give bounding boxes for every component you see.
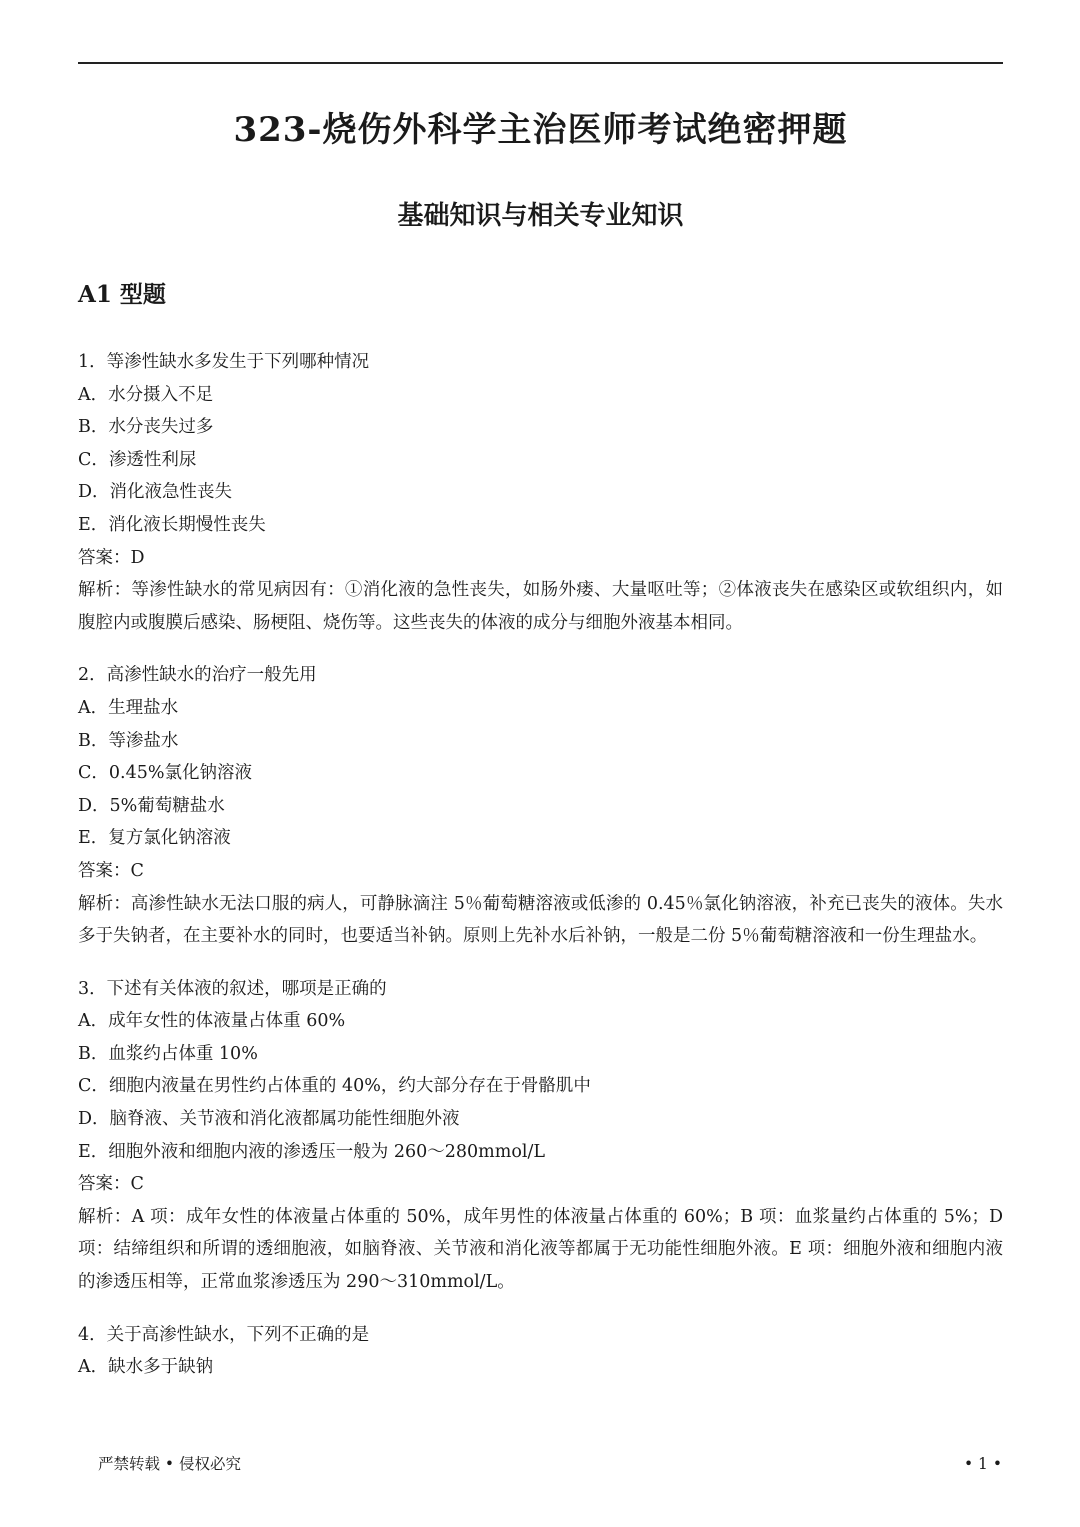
option-d: D．5%葡萄糖盐水 [78, 795, 225, 816]
document-title: 323-烧伤外科学主治医师考试绝密押题 [233, 110, 848, 150]
option-e: E．复方氯化钠溶液 [78, 828, 231, 849]
option-e: E．细胞外液和细胞内液的渗透压一般为 260～280mmol/L [78, 1141, 545, 1162]
option-b: B．水分丧失过多 [78, 417, 214, 438]
option-c: C．0.45%氯化钠溶液 [78, 763, 252, 784]
explanation: 解析：A 项：成年女性的体液量占体重的 50%，成年男性的体液量占体重的 60%；B 项：血浆量约占体重的 5%；D 项：结缔组织和所谓的透细胞液，如脑脊液、关节液和消化液等都属于无功能性细胞外液。E 项：细胞外液和细胞内液的渗透压相等，正常血浆渗透压为 290～310mmol/L。 [78, 1206, 1003, 1293]
option-b: B．血浆约占体重 10% [78, 1043, 258, 1064]
question-3 [78, 973, 1003, 1299]
option-a: A．成年女性的体液量占体重 60% [78, 1011, 346, 1032]
copyright-notice: 严禁转载 • 侵权必究 [98, 1455, 241, 1473]
option-a: A．生理盐水 [78, 697, 179, 718]
document-subtitle: 基础知识与相关专业知识 [397, 201, 684, 231]
question-list [78, 346, 1003, 1404]
answer: 答案：D [78, 547, 145, 568]
answer: 答案：C [78, 860, 144, 881]
question-4 [78, 1319, 1003, 1384]
explanation: 解析：高渗性缺水无法口服的病人，可静脉滴注 5％葡萄糖溶液或低渗的 0.45％氯化钠溶液，补充已丧失的液体。失水多于失钠者，在主要补水的同时，也要适当补钠。原则上先补水后补钠，一般是二份 5％葡萄糖溶液和一份生理盐水。 [78, 893, 1003, 947]
section-heading: A1 型题 [78, 281, 166, 308]
question-stem: 1．等渗性缺水多发生于下列哪种情况 [78, 352, 370, 372]
page-number: • 1 • [963, 1455, 1002, 1473]
option-a: A．水分摄入不足 [78, 384, 214, 405]
explanation: 解析：等渗性缺水的常见病因有：①消化液的急性丧失，如肠外瘘、大量呕吐等；②体液丧失在感染区或软组织内，如腹腔内或腹膜后感染、肠梗阻、烧伤等。这些丧失的体液的成分与细胞外液基本相同。 [78, 580, 1003, 633]
question-stem: 2．高渗性缺水的治疗一般先用 [78, 665, 317, 686]
option-d: D．脑脊液、关节液和消化液都属功能性细胞外液 [78, 1109, 460, 1130]
option-c: C．渗透性利尿 [78, 449, 197, 470]
question-stem: 3．下述有关体液的叙述，哪项是正确的 [78, 978, 387, 999]
option-c: C．细胞内液量在男性约占体重的 40%，约大部分存在于骨骼肌中 [78, 1076, 591, 1097]
answer: 答案：C [78, 1174, 144, 1195]
top-rule [78, 62, 1003, 64]
option-e: E．消化液长期慢性丧失 [78, 514, 266, 535]
question-2 [78, 659, 1003, 952]
option-d: D．消化液急性丧失 [78, 482, 233, 503]
question-stem: 4．关于高渗性缺水，下列不正确的是 [78, 1324, 370, 1345]
option-a: A．缺水多于缺钠 [78, 1357, 214, 1378]
option-b: B．等渗盐水 [78, 730, 179, 751]
question-1 [78, 346, 1003, 639]
